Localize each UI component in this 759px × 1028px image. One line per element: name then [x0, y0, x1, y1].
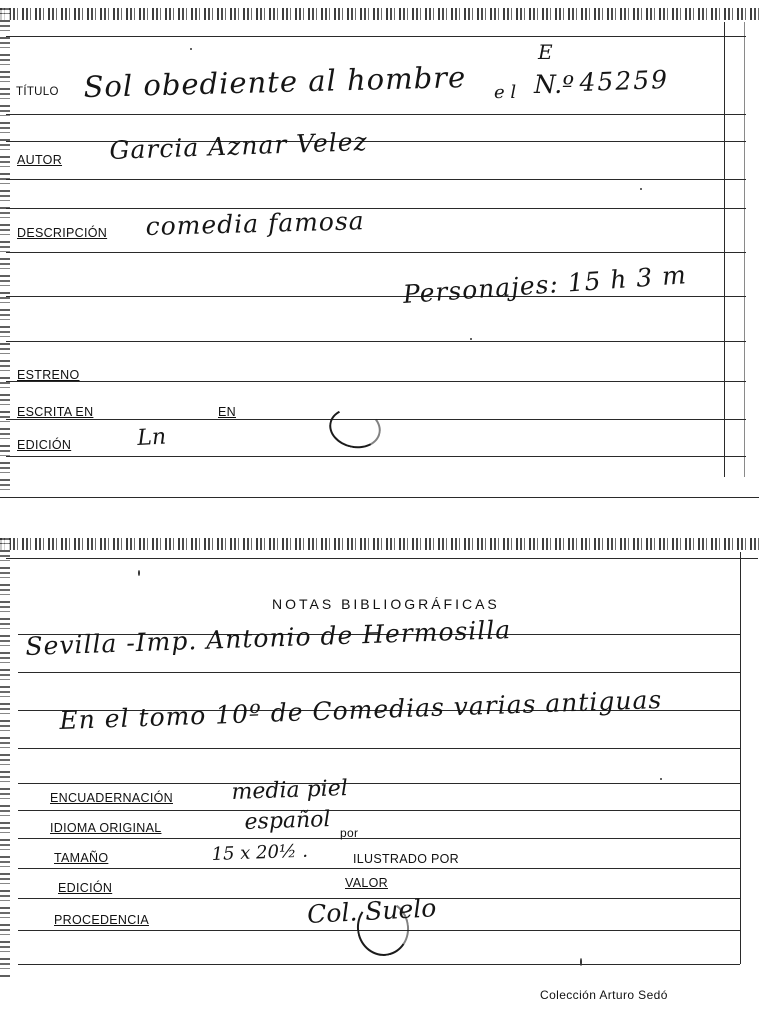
handwriting-edicion-value: Ln: [136, 424, 167, 451]
rule-line: [6, 179, 746, 180]
rule-line: [6, 252, 746, 253]
label-procedencia: PROCEDENCIA: [54, 913, 149, 927]
scan-speck: [470, 338, 472, 340]
label-encuadernacion: ENCUADERNACIÓN: [50, 791, 173, 805]
handwriting-titulo-value: Sol obediente al hombre: [83, 59, 467, 104]
label-edicion: EDICIÓN: [17, 438, 72, 452]
mark-above-catalog-number: E: [538, 40, 553, 64]
rule-line: [18, 868, 740, 869]
rule-line: [6, 296, 746, 297]
rule-line: [6, 36, 746, 37]
scan-noise-top-edge: [0, 538, 759, 550]
handwriting-descripcion-value: comedia famosa: [145, 206, 365, 241]
scan-noise-left-edge: [0, 8, 10, 494]
catalog-number-label: N.º: [534, 70, 574, 99]
rule-line: [18, 838, 740, 839]
scan-speck: [660, 778, 662, 780]
handwriting-note-line-2: En el tomo 10º de Comedias varias antiguas: [58, 684, 663, 735]
collection-credit: Colección Arturo Sedó: [540, 988, 668, 1002]
label-descripcion: DESCRIPCIÓN: [17, 226, 108, 240]
label-tamano: TAMAÑO: [54, 851, 109, 865]
handwriting-encuadernacion-value: media piel: [231, 775, 349, 805]
notas-bibliograficas-heading: NOTAS BIBLIOGRÁFICAS: [272, 596, 500, 612]
handwriting-tamano-value: 15 x 20½ .: [211, 840, 309, 865]
rule-line: [6, 381, 746, 382]
rule-line: [6, 341, 746, 342]
label-ilustrado-por: ILUSTRADO POR: [353, 852, 459, 866]
rule-line: [18, 748, 740, 749]
rule-line: [18, 810, 740, 811]
handwriting-personajes-note: Personajes: 15 h 3 m: [401, 260, 688, 309]
label-edicion: EDICIÓN: [58, 881, 113, 895]
label-titulo: TÍTULO: [16, 86, 59, 98]
card-front-right-border-outer: [744, 22, 745, 477]
card-back-right-border: [740, 552, 741, 964]
rule-line: [6, 456, 746, 457]
rule-line: [6, 558, 758, 559]
rule-line: [6, 114, 746, 115]
catalog-number-value: 45259: [578, 64, 670, 97]
label-escrita-en: ESCRITA EN: [17, 405, 94, 419]
scan-speck: [640, 188, 642, 190]
label-autor: AUTOR: [17, 153, 63, 167]
label-estreno: ESTRENO: [17, 368, 80, 382]
rule-line: [6, 208, 746, 209]
handwriting-autor-value: Garcia Aznar Velez: [108, 127, 369, 165]
handwriting-procedencia-value: Col. Suelo: [306, 893, 437, 929]
card-back-bottom-border: [18, 964, 740, 965]
rule-line: [0, 497, 759, 498]
scan-noise-top-edge: [0, 8, 759, 20]
catalog-card-back: [0, 538, 759, 1028]
scan-speck: [190, 48, 192, 50]
label-idioma-original: IDIOMA ORIGINAL: [50, 821, 162, 835]
scan-speck: [580, 958, 582, 966]
scan-noise-left-edge: [0, 538, 10, 978]
ink-scribble-mark: [325, 403, 384, 453]
card-front-right-border: [724, 22, 725, 477]
catalog-card-front: [0, 8, 759, 504]
label-valor: VALOR: [345, 876, 388, 890]
scan-speck: [138, 570, 140, 576]
rule-line: [18, 672, 740, 673]
label-en: EN: [218, 405, 236, 419]
rule-line: [18, 783, 740, 784]
label-por: por: [340, 826, 359, 840]
handwriting-idioma-value: español: [244, 807, 331, 835]
handwriting-note-line-1: Sevilla -Imp. Antonio de Hermosilla: [24, 615, 512, 661]
catalog-number-prefix: e l: [494, 82, 517, 103]
